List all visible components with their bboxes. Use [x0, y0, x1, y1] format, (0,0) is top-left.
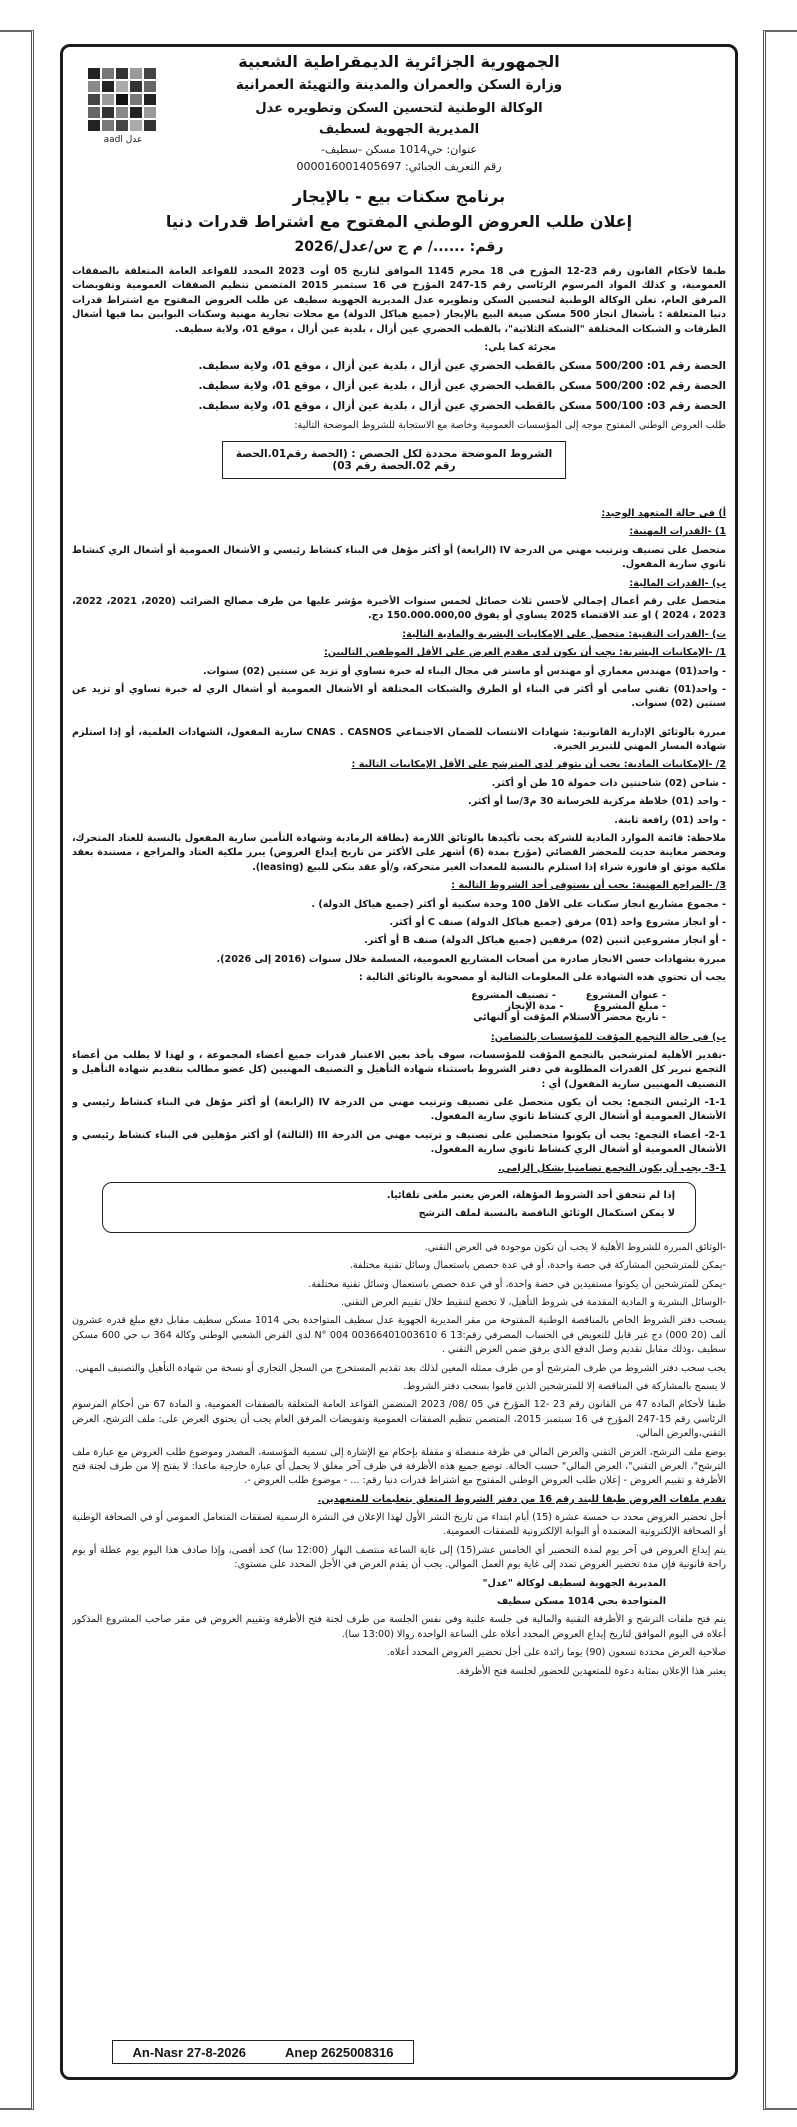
group-item: 3-1- يجب أن يكون التجمع تضامنيا بشكل إلزامي.: [498, 1162, 726, 1174]
cert-field: - تصنيف المشروع: [471, 989, 556, 1001]
warning-item: إذا لم تتحقق أحد الشروط المؤهلة، العرض يعتبر ملغى تلقائيا.: [386, 1190, 675, 1202]
subsection-title: ت) -القدرات التقنية: متحصل على الإمكانيات البشرية والمادية التالية:: [402, 628, 726, 640]
anep-label: Anep 2625008316: [285, 2044, 394, 2060]
human-docs: مبررة بالوثائق الإدارية القانونية: شهادات الانتساب للضمان الاجتماعي CNAS . CASNOS سارية المفعول، الشهادات العلمية، أو إذا استلزم شهادة المسار المهني للتبرير الخبرة.: [72, 726, 726, 753]
eligibility-note: طلب العروض الوطني المفتوح موجه إلى المؤسسات العمومية وخاصة مع الاستجابة للشروط الموضحة التالية:: [294, 419, 726, 431]
paragraph: المتواجدة بحي 1014 مسكن سطيف: [497, 1596, 666, 1608]
reference-item: - مجموع مشاريع انجاز سكنات على الأقل 100 وحدة سكنية أو أكثر (جميع هياكل الدولة) .: [311, 898, 726, 910]
group-item: 2-1- أعضاء التجمع: يجب أن يكونوا متحصلين على تصنيف و ترتيب مهني من الدرجة III (الثالثة) أو أكثر مؤهلين في البناء كنشاط رئيسي و الأشغال العمومية أو أشغال الري كنشاط ثانوي سارية المفعول.: [72, 1129, 726, 1156]
directorate-title: المديرية الجهوية لسطيف: [318, 122, 480, 137]
procedure-section: [72, 1241, 726, 1679]
cert-field: - تاريخ محضر الاستلام المؤقت أو النهائي: [473, 1011, 666, 1023]
material-item: - شاحن (02) شاحنتين ذات حمولة 10 طن أو أكثر.: [491, 777, 726, 789]
cert-row: [72, 1012, 726, 1023]
cert-field: - مبلغ المشروع: [593, 1000, 666, 1012]
human-item: - واحد(01) تقني سامي أو أكثر في البناء أو الطرق والشبكات المختلفة أو الأشغال العمومية أو أشغال الري له خبرة تساوي أو تزيد عن سنتين (02) سنوات.: [72, 683, 726, 710]
lots-intro: مجزئة كما يلي:: [484, 341, 556, 353]
program-title: برنامج سكنات بيع - بالإيجار: [292, 187, 506, 206]
cert-row: [72, 990, 726, 1001]
lot-item: الحصة رقم 01: 500/200 مسكن بالقطب الحضري عين أزال ، بلدية عين أزال ، موقع 01، ولاية سطيف.: [198, 360, 726, 373]
paragraph: يسحب دفتر الشروط الخاص بالمناقصة الوطنية المفتوحة من مقر المديرية الجهوية عدل سطيف المتواجدة بحي 1014 مسكن سطيف مقابل دفع مبلغ قدره عشرون ألف (20 000) دج غير قابل للتعويض في الحساب المصرفي رقم:13 N° 004 00366401003610 6 لدى القرض الشعبي الوطني وكالة 364 ب حي 600 مسكن سطيف ،وذلك مقابل تقديم وصل الدفع الذي يرفق ضمن العرض التقني .: [72, 1315, 726, 1356]
cert-intro: يجب أن تحتوي هذه الشهادة على المعلومات التالية أو مصحوبة بالوثائق التالية :: [358, 972, 726, 984]
tax-id: رقم التعريف الجبائي: 000016001405697: [296, 160, 502, 173]
paragraph: يعتبر هذا الإعلان بمثابة دعوة للمتعهدين للحضور لجلسة فتح الأظرفة.: [456, 1665, 726, 1677]
announcement-content: [72, 52, 726, 2012]
paragraph: -يمكن للمترشحين أن يكونوا مستفيدين في حصة واحدة، أو في عدة حصص باستعمال وسائل تقنية مختلفة.: [308, 1278, 726, 1290]
paragraph: -يمكن للمترشحين المشاركة في حصة واحدة، أو في عدة حصص باستعمال وسائل تقنية مختلفة.: [349, 1260, 726, 1272]
professional-text: متحصل على تصنيف وترتيب مهني من الدرجة IV (الرابعة) أو أكثر مؤهل في البناء كنشاط رئيسي و الأشغال العمومية أو أشغال الري كنشاط ثانوي سارية المفعول.: [72, 544, 726, 571]
lots-list: [72, 359, 726, 414]
reference-number: رقم: ....../ م ج س/عدل/2026: [294, 239, 504, 255]
material-note: ملاحظة: قائمة الموارد المادية للشركة يجب تأكيدها بالوثائق اللازمة (بطاقة الرمادية وشهادة التأمين سارية المفعول بالنسبة للعتاد المتحرك، ومحضر معاينة حديث للمحضر القضائي (مؤرخ بمدة (6) أشهر على الأكثر من تاريخ إيداع العروض) يبرر ملكية العتاد والمراجع ، مستندة بعقد ملكية موثق او فاتورة شراء إذا استلزم بالنسبة للمعدات الغير متحركة، و/أو عقد بنكي للبيع (leasing).: [72, 833, 726, 873]
subsection-title: 1/ -الإمكانيات البشرية: يجب أن يكون لدى مقدم العرض على الأقل الموظفين التاليين:: [323, 647, 726, 659]
cert-field: - عنوان المشروع: [585, 989, 666, 1001]
paragraph: لا يسمح بالمشاركة في المناقصة إلا للمترشحين الذين قاموا بسحب دفتر الشروط.: [403, 1380, 726, 1392]
ministry-title: وزارة السكن والعمران والمدينة والتهيئة العمرانية: [235, 77, 563, 93]
lot-item: الحصة رقم 03: 500/100 مسكن بالقطب الحضري عين أزال ، بلدية عين أزال ، موقع 01، ولاية سطيف.: [198, 399, 726, 412]
warning-item: لا يمكن استكمال الوثائق الناقصة بالنسبة لملف الترشح: [418, 1208, 675, 1220]
agency-title: الوكالة الوطنية لتحسين السكن وتطويره عدل: [255, 101, 543, 116]
financial-text: متحصل على رقم أعمال إجمالي لأحسن ثلاث حصائل لخمس سنوات الأخيرة مؤشر عليها من طرف مصالح الضرائب (2020، 2021، 2022، 2023 ، 2024 ) او عند الاقتضاء 2025 يساوي أو يفوق 150.000.000,00 دج.: [72, 595, 726, 622]
reference-item: - أو انجاز مشروع واحد (01) مرفق (جميع هياكل الدولة) صنف C أو أكثر.: [389, 916, 726, 928]
paragraph: يتم فتح ملفات الترشح و الأظرفة التقنية والمالية في جلسة علنية وفي نفس الجلسة من طرف لجنة فتح الأظرفة وتقييم العروض في مقر صاحب المشروع المذكور أعلاه في اليوم الموافق لتاريخ إيداع العروض المحدد أعلاه على الساعة الواحدة زوالا (13:00 سا).: [72, 1614, 726, 1640]
group-intro: -تقدير الأهلية لمترشحين بالتجمع المؤقت للمؤسسات، سوف يأخذ بعين الاعتبار قدرات جميع أعضاء المجموعة ، و لهذا لا يطلب من أعضاء التجمع تبرير كل القدرات المطلوبة في دفتر الشروط باستثناء شهادة التأهيل و التصنيف المهنيين (كل عضو مطالب بتقديم شهادة التأهيل و التصنيف المهنيين سارية المفعول) أي :: [72, 1049, 726, 1090]
references-docs: مبررة بشهادات حسن الانجاز صادرة من أصحاب المشاريع العمومية، المسلمة خلال سنوات (2016 إلى 2026).: [216, 953, 726, 965]
logo-text: عدل aadl: [103, 135, 143, 145]
paragraph: يتم إيداع العروض في آخر يوم لمدة التحضير أي الخامس عشر(15) إلى غاية الساعة منتصف النهار (12:00 سا) كحد أقصى، وإذا صادف هذا اليوم يوم عطلة أو يوم راحة قانونية فإن مدة تحضير العروض تمدد إلى غاية يوم العمل الموالي. يجب أن يقدم العرض في الأجل المحدد على مستوى:: [72, 1544, 726, 1571]
material-item: - واحد (01) خلاطة مركزية للخرسانة 30 م3/سا أو أكثر.: [468, 796, 726, 808]
lot-item: الحصة رقم 02: 500/200 مسكن بالقطب الحضري عين أزال ، بلدية عين أزال ، موقع 01، ولاية سطيف.: [198, 380, 726, 393]
address: عنوان: حي1014 مسكن -سطيف-: [321, 143, 477, 156]
section-title: ب) في حالة التجمع المؤقت للمؤسسات بالتضامن:: [490, 1031, 726, 1043]
subsection-title: 3/ -المراجع المهنية: يجب أن يستوفي أحد الشروط التالية :: [451, 880, 726, 892]
paragraph: تقدم ملفات العروض طبقا للبند رقم 16 من دفتر الشروط المتعلق بتعليمات للمتعهدين.: [317, 1493, 726, 1505]
paragraph: أجل تحضير العروض محدد ب خمسة عشرة (15) أيام ابتداء من تاريخ النشر الأول لهذا الإعلان في النشرة الرسمية لصفقات المتعامل العمومي أو في الصحافة الوطنية أو الصحافة الإلكترونية المعتمدة أو البوابة الإلكترونية للصفقات العمومية.: [72, 1512, 726, 1538]
human-item: - واحد(01) مهندس معماري أو مهندس أو ماستر في مجال البناء له خبرة تساوي أو تزيد عن سنتين (02) سنوات.: [203, 665, 726, 677]
paragraph: المديرية الجهوية لسطيف لوكالة "عدل": [482, 1577, 666, 1589]
cert-field: - مدة الإنجاز: [505, 1000, 564, 1012]
group-section: [72, 1031, 726, 1177]
scan-edge-right: [763, 30, 797, 2110]
section-title: أ) في حالة المتعهد الوحيد:: [601, 507, 726, 519]
conditions-box: الشروط الموضحة محددة لكل الحصص : (الحصة رقم01.الحصة رقم 02.الحصة رقم 03): [222, 441, 566, 479]
paragraph: -الوثائق المبررة للشروط الأهلية لا يجب أن تكون موجودة في العرض التقني.: [424, 1241, 726, 1253]
intro-paragraph: طبقا لأحكام القانون رقم 23-12 المؤرخ في 18 محرم 1145 الموافق لتاريخ 05 أوت 2023 المحدد للقواعد العامة المتعلقة بالصفقات العمومية، و كذلك المواد المرسوم الرئاسي رقم 15-247 المؤرخ في 16 سبتمبر 2015 المتضمن تنظيم الصفقات العمومية وتفويضات المرفق العام، تعلن الوكالة الوطنية لتحسين السكن وتطويره عدل المديرية الجهوية سطيف عن طلب العروض المفتوح مع اشتراط قدرات دنيا المتعلقة : بأشغال انجاز 500 مسكن صيغة البيع بالإيجار (جميع هياكل الدولة) مع محلات تجارية مهنية وسكنات البوابين بما فيها أشغال الطرقات و الشبكات المختلفة "الشبكة الثلاثية"، بالقطب الحضري عين أزال ، بلدية عين أزال ، موقع 01، ولاية سطيف.: [72, 266, 726, 335]
material-item: - واحد (01) رافعة ثابتة.: [614, 814, 726, 826]
paragraph: طبقا لأحكام المادة 47 من القانون رقم 23 -12 المؤرخ في 05 /08/ 2023 المتضمن القواعد العامة المتعلقة بالصفقات العمومية، و المادة 67 من أحكام المرسوم الرئاسي رقم 15-247 المؤرخ في 16 سبتمبر 2015، المتضمن تنظيم الصفقات العمومية وتفويضات المرفق العام يجب أن يحتوي العرض على: ملف الترشح، العرض التقني،والعرض المالي.: [72, 1399, 726, 1440]
reference-item: - أو انجاز مشروعين اثنين (02) مرفقين (جميع هياكل الدولة) صنف B أو أكثر.: [364, 935, 726, 947]
subsection-title: 2/ -الإمكانيات المادية: يجب أن يتوفر لدى المترشح على الأقل الإمكانيات التالية :: [351, 759, 726, 771]
paragraph: صلاحية العرض محددة تسعون (90) يوما زائدة على أجل تحضير العروض المحدد أعلاه.: [386, 1647, 726, 1659]
single-bidder-section: [72, 507, 726, 1023]
cert-row: [72, 1001, 726, 1012]
scan-edge-left: [0, 30, 34, 2110]
group-item: 1-1- الرئيس التجمع: يجب أن يكون متحصل على تصنيف وترتيب مهني من الدرجة IV (الرابعة) أو أكثر مؤهل في البناء كنشاط رئيسي و الأشغال العمومية أو أشغال الري كنشاط ثانوي سارية المفعول.: [72, 1097, 726, 1123]
newspaper-label: An-Nasr 27-8-2026: [132, 2044, 246, 2060]
subsection-title: 1) -القدرات المهنية:: [629, 526, 726, 538]
paragraph: -الوسائل البشرية و المادية المقدمة في شروط التأهيل، لا تخضع لتنقيط خلال تقييم العرض التقني.: [340, 1297, 726, 1308]
subsection-title: ب) -القدرات المالية:: [629, 577, 726, 589]
announcement-title: إعلان طلب العروض الوطني المفتوح مع اشتراط قدرات دنيا: [165, 212, 633, 231]
paragraph: يجب سحب دفتر الشروط من طرف المترشح أو من طرف ممثله المعين لذلك بعد تقديم المستخرج من السجل التجاري أو نسخة من شهادة التأهيل والتصنيف المهني.: [75, 1362, 726, 1374]
paragraph: يوضع ملف الترشح، العرض التقني والعرض المالي في ظرفة منفصلة و مقفلة بإحكام مع الإشارة إلى تسمية المؤسسة، المصدر وموضوع طلب العروض مع عبارة ملف الترشح"، العرض التقني"، العرض المالي" حسب الحالة. توضع جميع هذه الأظرفة في ظرف آخر مغلق لا يحمل أي عبارة خارجية ماعدا: لا يفتح إلا من طرف لجنة فتح الأظرفة و تقييم العروض - إعلان طلب العروض الوطني المفتوح مع اشتراط قدرات دنيا رقم: ... - موضوع طلب العروض -.: [72, 1446, 726, 1487]
warning-box: [102, 1182, 696, 1233]
republic-title: الجمهورية الجزائرية الديمقراطية الشعبية: [238, 52, 560, 71]
publication-footer: [112, 2040, 414, 2064]
